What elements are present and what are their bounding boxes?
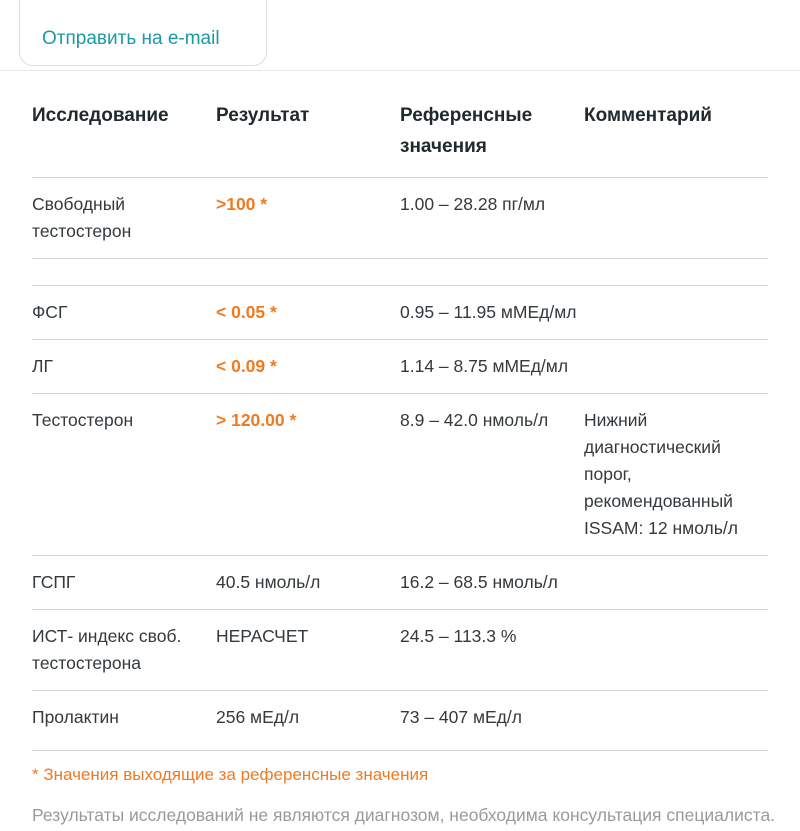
disclaimer: Результаты исследований не являются диагнозом, необходима консультация специалиста. (32, 805, 776, 825)
cell-reference: 1.14 – 8.75 мМЕд/мл (400, 340, 584, 394)
cell-comment (584, 178, 768, 259)
cell-comment (584, 556, 768, 610)
cell-comment (584, 286, 768, 340)
out-of-range-legend: * Значения выходящие за референсные значения (32, 765, 429, 784)
cell-comment (584, 340, 768, 394)
table-row (32, 556, 768, 610)
cell-reference: 73 – 407 мЕд/л (400, 691, 584, 745)
spacer-row (32, 259, 768, 286)
cell-result: 40.5 нмоль/л (216, 556, 400, 610)
send-email-link[interactable]: Отправить на e-mail (42, 28, 220, 49)
cell-result: > 120.00 * (216, 394, 400, 556)
cell-result: НЕРАСЧЕТ (216, 610, 400, 691)
cell-result: 256 мЕд/л (216, 691, 400, 745)
table-header (32, 100, 768, 178)
header-reference: Референсные значения (400, 105, 533, 157)
cell-comment (584, 691, 768, 745)
cell-result: < 0.05 * (216, 286, 400, 340)
cell-test: Свободный тестостерон (32, 178, 216, 259)
table-row (32, 340, 768, 394)
cell-test: ГСПГ (32, 556, 216, 610)
divider (32, 750, 768, 751)
cell-reference: 0.95 – 11.95 мМЕд/мл (400, 286, 584, 340)
cell-result: >100 * (216, 178, 400, 259)
table-row (32, 178, 768, 259)
cell-reference: 8.9 – 42.0 нмоль/л (400, 394, 584, 556)
cell-reference: 24.5 – 113.3 % (400, 610, 584, 691)
cell-test: Пролактин (32, 691, 216, 745)
cell-test: ИСТ- индекс своб. тестостерона (32, 610, 216, 691)
table-row (32, 394, 768, 556)
table-row (32, 286, 768, 340)
table-row (32, 610, 768, 691)
header-result: Результат (216, 105, 310, 126)
table-row (32, 691, 768, 745)
results-table (32, 100, 768, 744)
cell-test: Тестостерон (32, 394, 216, 556)
cell-comment: Нижний диагностический порог, рекомендованный ISSAM: 12 нмоль/л (584, 394, 768, 556)
cell-reference: 16.2 – 68.5 нмоль/л (400, 556, 584, 610)
header-test: Исследование (32, 105, 169, 126)
cell-test: ЛГ (32, 340, 216, 394)
cell-comment (584, 610, 768, 691)
spacer-cell (32, 259, 768, 286)
actions-card (19, 0, 267, 66)
cell-result: < 0.09 * (216, 340, 400, 394)
cell-test: ФСГ (32, 286, 216, 340)
cell-reference: 1.00 – 28.28 пг/мл (400, 178, 584, 259)
divider (0, 70, 800, 71)
header-comment: Комментарий (584, 105, 712, 126)
